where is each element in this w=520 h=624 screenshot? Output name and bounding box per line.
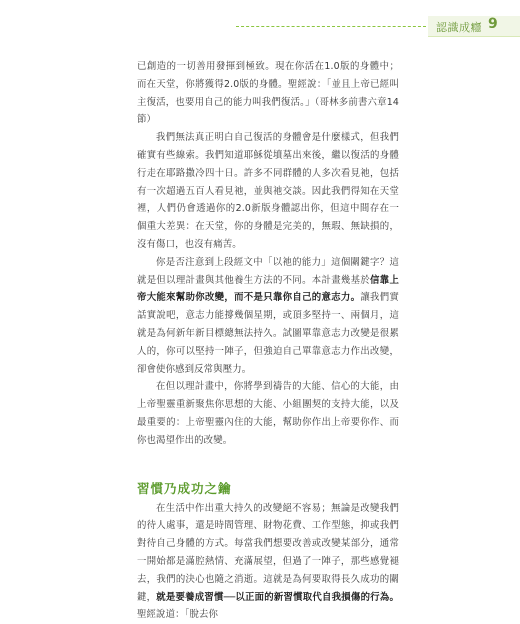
paragraph-3-text-a: 你是否注意到上段經文中「以祂的能力」這個關鍵字？這就是但以理計畫與其他養生方法的不同。本計畫幾基於 [137, 256, 399, 286]
paragraph-5 [137, 500, 399, 624]
paragraph-5-emphasis: 就是要養成習慣──以正面的新習慣取代自我損傷的行為。 [156, 591, 399, 603]
section-heading: 習慣乃成功之鑰 [137, 480, 232, 496]
paragraph-3-text-b: 讓我們實話實說吧，意志力能撐幾個星期，或頂多堅持一、兩個月，這就是為何新年新目標總無法持久。試圖單靠意志力改變是很累人的，你可以堅持一陣子，但強迫自己單靠意志力作出改變，卻會使你感到反常與壓力。 [137, 292, 399, 375]
paragraph-5-text-a: 在生活中作出重大持久的改變絕不容易；無論是改變我們的待人處事，還是時間管理、財物花費、工作型態，抑或我們對待自己身體的方式。每當我們想要改善或改變某部分，通常一開始都是滿腔熱情、充滿展望，但過了一陣子，那些感覺褪去，我們的決心也隨之消逝。這就是為何要取得長久成功的關鍵， [137, 502, 399, 603]
body-text [137, 58, 399, 624]
paragraph-1: 已創造的一切善用發揮到極致。現在你活在1.0版的身體中；而在天堂，你將獲得2.0版的身體。聖經說：「並且上帝已經叫主復活，也要用自己的能力叫我們復活。」（哥林多前書六章14節） [137, 61, 399, 126]
running-header-title: 認識成癮 [436, 21, 482, 34]
header-rule [236, 26, 426, 27]
paragraph-5-text-b: 聖經說道：「脫去你 [137, 609, 219, 621]
paragraph-3 [137, 254, 399, 379]
paragraph-4: 在但以理計畫中，你將學到禱告的大能、信心的大能，由上帝聖靈重新聚焦你思想的大能、小組團契的支持大能，以及最重要的：上帝聖靈內住的大能，幫助你作出上帝要你作、而你也渴望作出的改變。 [137, 381, 399, 446]
page-number: 9 [488, 16, 498, 32]
paragraph-3-emphasis: 信靠上帝大能來幫助你改變，而不是只靠你自己的意志力。 [137, 274, 399, 304]
paragraph-2: 我們無法真正明白自己復活的身體會是什麼樣式，但我們確實有些線索。我們知道耶穌從墳墓出來後，繼以復活的身體行走在耶路撒冷四十日。許多不同群體的人多次看見祂，包括有一次超過五百人看見祂，並與祂交談。因此我們得知在天堂裡，人們仍會透過你的2.0新版身體認出你，但這中間存在一個重大差異：在天堂，你的身體是完美的，無瑕、無缺損的，沒有傷口，也沒有痛苦。 [137, 132, 399, 250]
